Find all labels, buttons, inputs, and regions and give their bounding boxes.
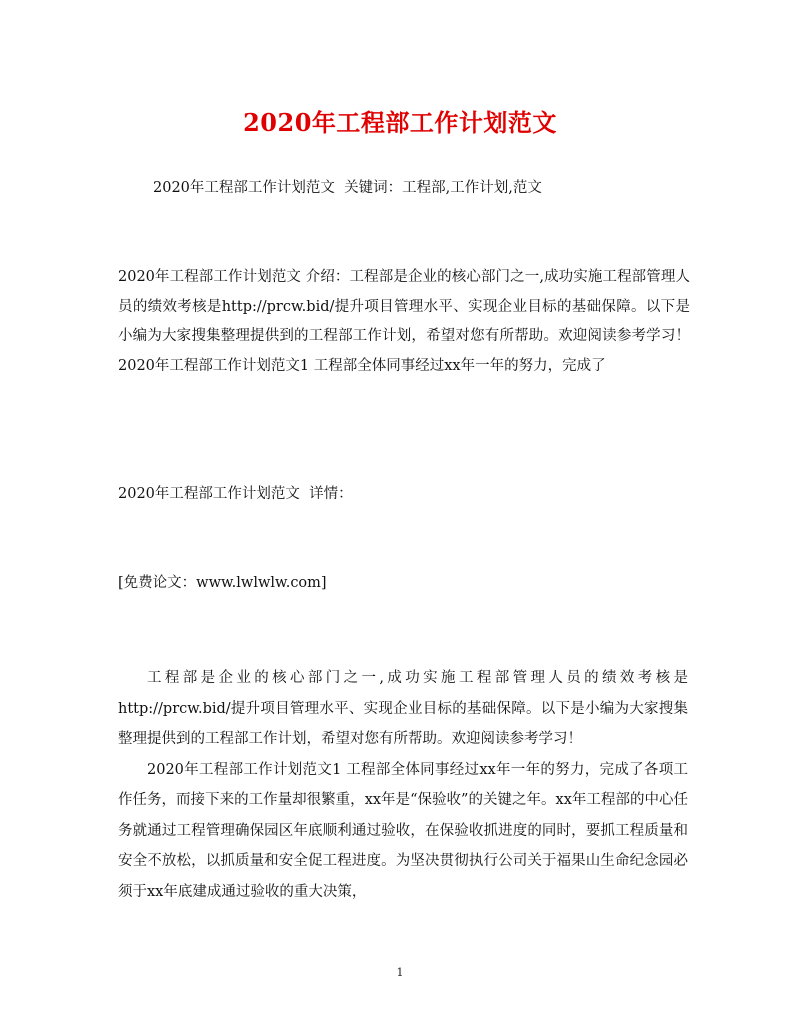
page-number: 1 <box>396 966 404 979</box>
body-paragraph-1: 工程部是企业的核心部门之一,成功实施工程部管理人员的绩效考核是http://prcw.bid/提升项目管理水平、实现企业目标的基础保障。以下是小编为大家搜集整理提供到的工程部工作计划，希望对您有所帮助。欢迎阅读参考学习！ <box>118 670 688 747</box>
source-line: [免费论文：www.lwlwlw.com] <box>118 575 327 591</box>
page-title: 2020年工程部工作计划范文 <box>243 108 557 137</box>
body-paragraph-2: 2020年工程部工作计划范文1 工程部全体同事经过xx年一年的努力，完成了各项工作任务，而接下来的工作量却很繁重，xx年是“保验收”的关键之年。xx年工程部的中心任务就通过工程管理确保园区年底顺利通过验收，在保验收抓进度的同时，要抓工程质量和安全不放松，以抓质量和安全促工程进度。为坚决贯彻执行公司关于福果山生命纪念园必须于xx年底建成通过验收的重大决策， <box>118 761 688 900</box>
keywords-line: 2020年工程部工作计划范文 关键词：工程部,工作计划,范文 <box>153 180 542 196</box>
body-text <box>118 663 688 907</box>
intro-paragraph: 2020年工程部工作计划范文 介绍：工程部是企业的核心部门之一,成功实施工程部管理人员的绩效考核是http://prcw.bid/提升项目管理水平、实现企业目标的基础保障。以下是小编为大家搜集整理提供到的工程部工作计划，希望对您有所帮助。欢迎阅读参考学习！ 2020年工程部工作计划范文1 工程部全体同事经过xx年一年的努力，完成了 <box>118 269 690 374</box>
details-line: 2020年工程部工作计划范文 详情： <box>118 486 353 502</box>
